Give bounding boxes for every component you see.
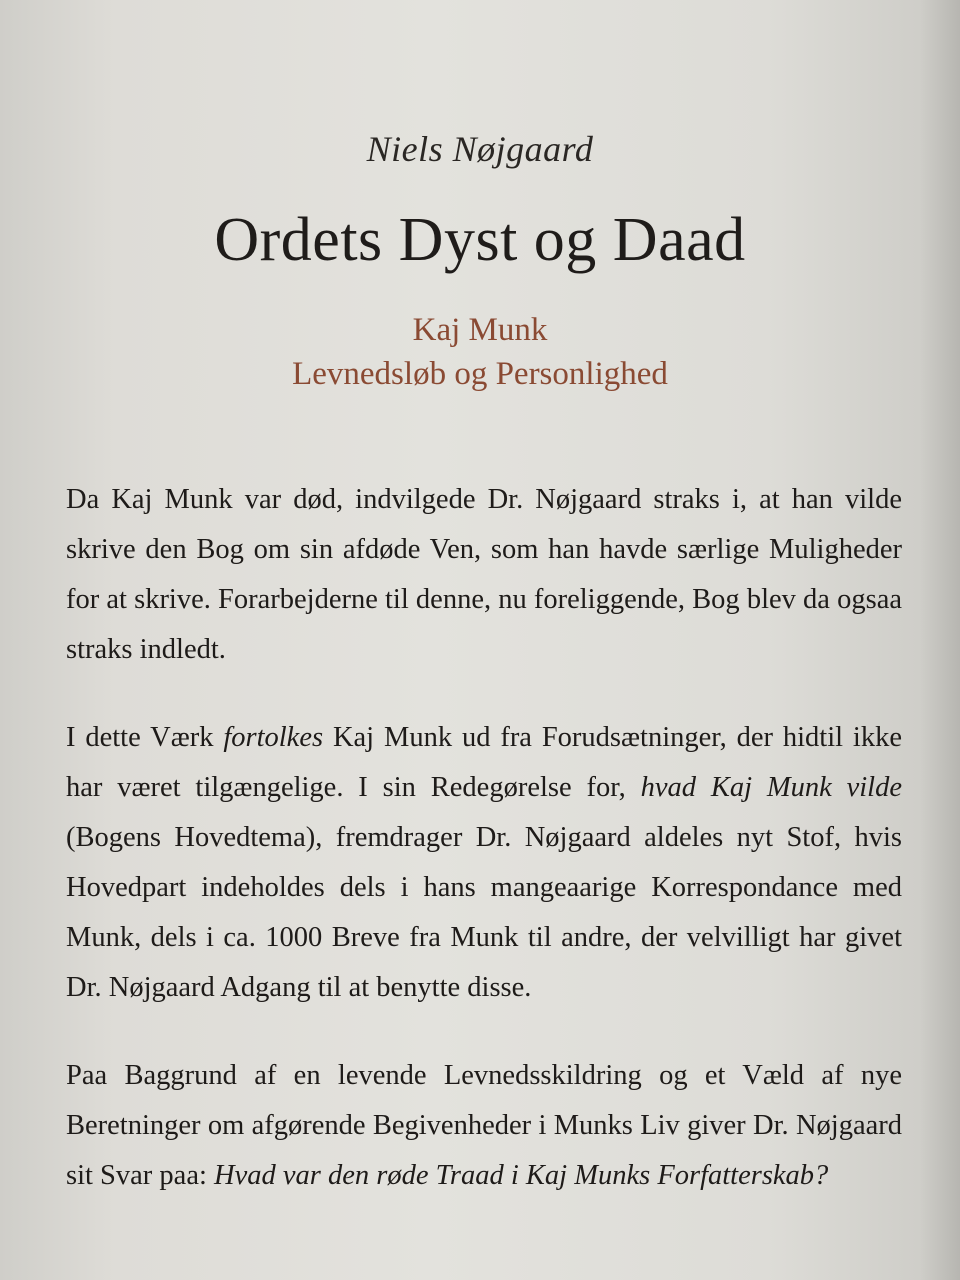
author-name: Niels Nøjgaard bbox=[366, 129, 594, 169]
italic-emphasis: fortolkes bbox=[223, 721, 324, 753]
paragraph-text: Kaj Munk ud fra Forudsætninger, der hidtil ikke har været tilgængelige. I sin Redegørelse for, bbox=[66, 721, 902, 803]
paragraph-interpretation bbox=[66, 713, 902, 1013]
paragraph-text: Paa Baggrund af en levende Levnedsskildring og et Væld af nye Beretninger om afgørende Begivenheder i Munks Liv giver Dr. Nøjgaard sit Svar paa: bbox=[66, 1059, 902, 1191]
italic-question: Hvad var den røde Traad i Kaj Munks Forfatterskab? bbox=[214, 1159, 829, 1191]
paragraph-conclusion bbox=[66, 1051, 902, 1201]
book-title: Ordets Dyst og Daad bbox=[214, 206, 746, 274]
subtitle-subject: Kaj Munk bbox=[412, 312, 548, 348]
page-edge-shadow bbox=[920, 0, 960, 1280]
paragraph-intro: Da Kaj Munk var død, indvilgede Dr. Nøjgaard straks i, at han vilde skrive den Bog om sin afdøde Ven, som han havde særlige Muligheder for at skrive. Forarbejderne til denne, nu foreliggende, Bog blev da ogsaa straks indledt. bbox=[66, 483, 902, 665]
subtitle-description: Levnedsløb og Personlighed bbox=[292, 356, 668, 392]
paragraph-text: (Bogens Hovedtema), fremdrager Dr. Nøjgaard aldeles nyt Stof, hvis Hovedpart indeholdes dels i hans mangeaarige Korrespondance med Munk, dels i ca. 1000 Breve fra Munk til andre, der velvilligt har givet Dr. Nøjgaard Adgang til at benytte disse. bbox=[66, 821, 902, 1003]
paragraph-text: I dette Værk bbox=[66, 721, 224, 753]
italic-emphasis: hvad Kaj Munk vilde bbox=[640, 771, 902, 803]
